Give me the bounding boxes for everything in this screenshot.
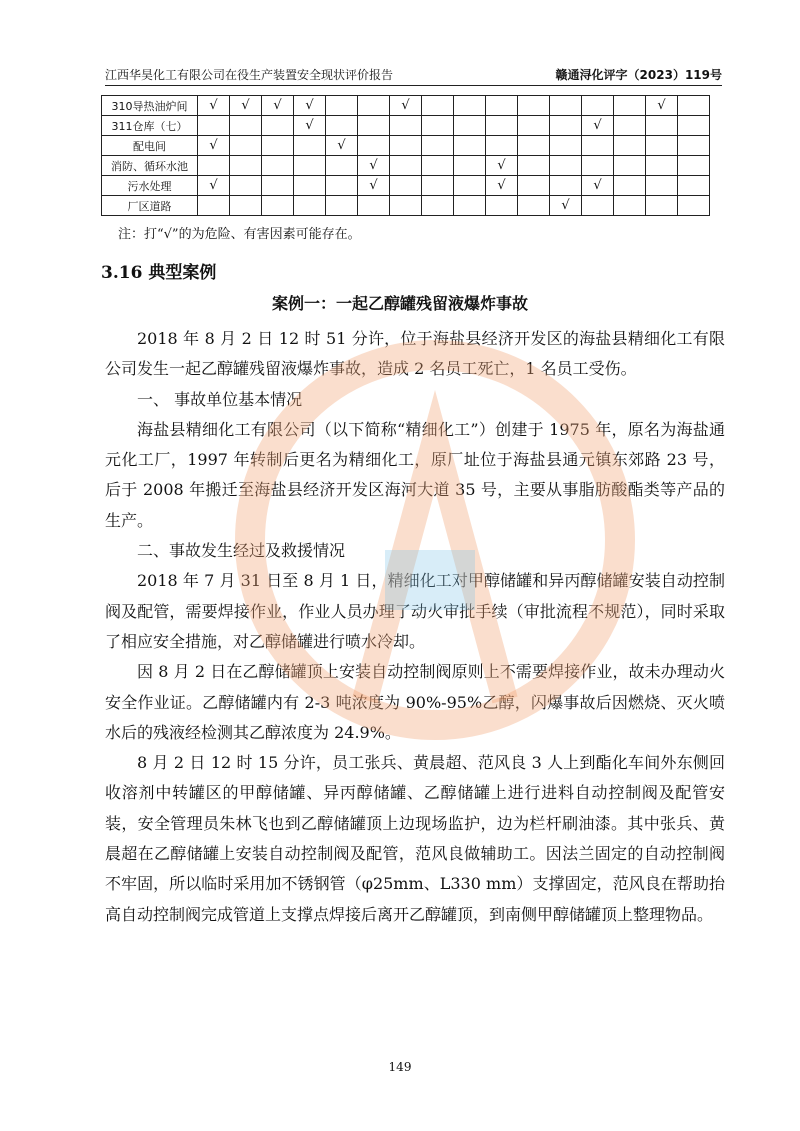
table-cell [454,176,486,196]
table-cell [198,156,230,176]
table-cell [230,156,262,176]
table-cell [614,136,646,156]
paragraph: 因 8 月 2 日在乙醇储罐顶上安装自动控制阀原则上不需要焊接作业，故未办理动火安全作业证。乙醇储罐内有 2-3 吨浓度为 90%-95%乙醇，闪爆事故后因燃烧、灭火喷水后的残液经检测其乙醇浓度为 24.9%。 [105,662,725,742]
table-cell [390,196,422,216]
table-cell [390,176,422,196]
table-cell: √ [486,156,518,176]
table-cell [518,156,550,176]
table-cell [582,136,614,156]
table-cell [326,156,358,176]
table-cell: √ [326,136,358,156]
table-cell [518,96,550,116]
table-row [102,136,710,156]
table-cell [582,156,614,176]
case-title: 案例一：一起乙醇罐残留液爆炸事故 [271,294,528,313]
table-cell [422,96,454,116]
table-cell [422,156,454,176]
page-header [105,64,722,84]
table-cell: √ [358,156,390,176]
table-cell [454,116,486,136]
section-title: 3.16 典型案例 [101,263,217,283]
table-cell [390,156,422,176]
table-cell [518,176,550,196]
table-cell [358,136,390,156]
paragraph: 2018 年 8 月 2 日 12 时 51 分许，位于海盐县经济开发区的海盐县精细化工有限公司发生一起乙醇罐残留液爆炸事故，造成 2 名员工死亡，1 名员工受伤。 [105,329,725,379]
table-cell [454,156,486,176]
table-cell [678,116,710,136]
table-cell [294,196,326,216]
table-cell [678,176,710,196]
table-cell [230,116,262,136]
table-cell: √ [550,196,582,216]
table-cell [518,196,550,216]
table-row [102,196,710,216]
table-cell [614,176,646,196]
header-report-title: 江西华昊化工有限公司在役生产装置安全现状评价报告 [105,68,394,82]
table-cell [678,196,710,216]
table-note: 注：打“√”的为危险、有害因素可能存在。 [118,227,361,242]
table-cell [230,176,262,196]
table-cell: √ [582,176,614,196]
row-label: 310导热油炉间 [102,96,198,116]
table-cell [614,116,646,136]
table-cell: √ [582,116,614,136]
row-label: 配电间 [102,136,198,156]
table-cell: √ [262,96,294,116]
table-cell [294,156,326,176]
table-cell [486,136,518,156]
row-label: 消防、循环水池 [102,156,198,176]
table-cell [262,116,294,136]
table-cell [550,176,582,196]
paragraph: 2018 年 7 月 31 日至 8 月 1 日，精细化工对甲醇储罐和异丙醇储罐安装自动控制阀及配管，需要焊接作业，作业人员办理了动火审批手续（审批流程不规范），同时采取了相应安全措施，对乙醇储罐进行喷水冷却。 [105,571,725,651]
table-cell [678,96,710,116]
table-cell [550,116,582,136]
table-cell [646,176,678,196]
hazard-table [101,95,710,216]
table-cell [262,136,294,156]
table-cell [614,156,646,176]
table-cell: √ [198,136,230,156]
table-cell [358,196,390,216]
table-cell [550,156,582,176]
table-cell [294,136,326,156]
table-cell [230,196,262,216]
table-cell [678,136,710,156]
table-cell: √ [390,96,422,116]
table-cell [486,196,518,216]
case-body [105,324,725,930]
table-cell: √ [646,96,678,116]
table-cell [422,136,454,156]
table-cell [326,176,358,196]
table-row [102,176,710,196]
table-cell [262,156,294,176]
table-cell [198,116,230,136]
table-cell [422,196,454,216]
table-cell [646,156,678,176]
table-cell: √ [358,176,390,196]
header-document-number: 赣通浔化评字（2023）119号 [555,68,722,82]
table-cell [646,116,678,136]
row-label: 污水处理 [102,176,198,196]
table-cell [326,116,358,136]
table-cell [230,136,262,156]
page-number: 149 [388,1060,412,1074]
table-row [102,96,710,116]
table-cell [614,96,646,116]
table-cell [422,176,454,196]
table-cell: √ [294,96,326,116]
table-cell [422,116,454,136]
table-cell [678,156,710,176]
table-cell [454,136,486,156]
table-cell [486,96,518,116]
table-cell [518,136,550,156]
table-cell [262,196,294,216]
table-cell [358,116,390,136]
table-cell [294,176,326,196]
table-cell [550,136,582,156]
table-cell [262,176,294,196]
paragraph: 8 月 2 日 12 时 15 分许，员工张兵、黄晨超、范风良 3 人上到酯化车间外东侧回收溶剂中转罐区的甲醇储罐、异丙醇储罐、乙醇储罐上进行进料自动控制阀及配管安装，安全管理员朱林飞也到乙醇储罐顶上边现场监护，边为栏杆刷油漆。其中张兵、黄晨超在乙醇储罐上安装自动控制阀及配管，范风良做辅助工。因法兰固定的自动控制阀不牢固，所以临时采用加不锈钢管（φ25mm、L330 mm）支撑固定，范风良在帮助抬高自动控制阀完成管道上支撑点焊接后离开乙醇罐顶，到南侧甲醇储罐顶上整理物品。 [105,753,725,924]
paragraph: 二、事故发生经过及救援情况 [137,541,346,561]
table-cell [582,196,614,216]
table-cell [646,196,678,216]
table-cell [550,96,582,116]
header-divider [105,85,722,86]
table-cell [358,96,390,116]
table-cell: √ [294,116,326,136]
table-cell [454,96,486,116]
table-cell [454,196,486,216]
table-cell [326,196,358,216]
table-cell [326,96,358,116]
row-label: 311仓库（七） [102,116,198,136]
table-cell: √ [198,176,230,196]
table-cell: √ [486,176,518,196]
paragraph: 一、 事故单位基本情况 [137,389,303,409]
table-row [102,156,710,176]
table-cell [198,196,230,216]
table-cell: √ [198,96,230,116]
table-cell [518,116,550,136]
table-cell [614,196,646,216]
paragraph: 海盐县精细化工有限公司（以下简称“精细化工”）创建于 1975 年，原名为海盐通元化工厂，1997 年转制后更名为精细化工，原厂址位于海盐县通元镇东郊路 23 号，后于 2008 年搬迁至海盐县经济开发区海河大道 35 号，主要从事脂肪酸酯类等产品的生产。 [105,419,725,530]
table-cell [486,116,518,136]
table-cell [582,96,614,116]
table-cell [390,116,422,136]
row-label: 厂区道路 [102,196,198,216]
table-row [102,116,710,136]
table-cell: √ [230,96,262,116]
table-cell [646,136,678,156]
table-cell [390,136,422,156]
